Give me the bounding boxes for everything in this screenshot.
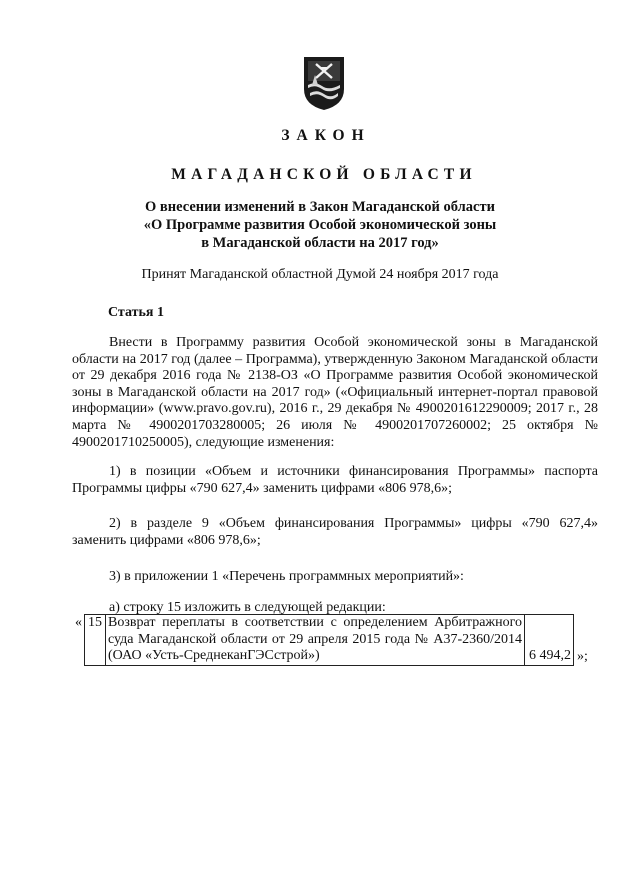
adoption-note: Принят Магаданской областной Думой 24 ноября 2017 года — [141, 267, 499, 282]
open-quote: « — [75, 614, 82, 630]
row-description-cell: Возврат переплаты в соответствии с определением Арбитражного суда Магаданской области от 29 апреля 2015 года № А37-2360/2014 (ОАО «Усть-СреднеканГЭСстрой») — [106, 615, 525, 666]
subtitle-line: «О Программе развития Особой экономической зоны — [143, 217, 497, 233]
article-paragraph: 2) в разделе 9 «Объем финансирования Программы» цифры «790 627,4» заменить цифрами «806 978,6»; — [72, 516, 598, 548]
article-paragraph: Внести в Программу развития Особой экономической зоны в Магаданской области на 2017 год (далее – Программа), утвержденную Законом Магаданской области от 29 декабря 2016 года № 2138-ОЗ «О Программе развития Особой экономической зоны в Магаданской области на 2017 год» («Официальный интернет-портал правовой информации» (www.pravo.gov.ru), 2016 г., 29 декабря № 4900201612290009; 2017 г., 28 марта № 4900201703280005; 26 июля № 4900201707260002; 25 октября № 4900201710250005), следующие изменения: — [72, 335, 598, 450]
table-row — [75, 615, 590, 666]
article-heading: Статья 1 — [108, 305, 164, 320]
close-quote: »; — [577, 648, 588, 664]
law-title: ЗАКОН — [281, 127, 371, 144]
row-amount-cell: 6 494,2 — [525, 615, 574, 666]
subtitle-line: О внесении изменений в Закон Магаданской области — [145, 199, 495, 215]
row-number-cell: 15 — [85, 615, 106, 666]
article-paragraph: а) строку 15 изложить в следующей редакции: — [109, 600, 386, 615]
region-title: МАГАДАНСКОЙ ОБЛАСТИ — [171, 166, 477, 183]
law-subtitle — [0, 198, 640, 252]
subtitle-line: в Магаданской области на 2017 год» — [201, 235, 439, 251]
article-paragraph: 1) в позиции «Объем и источники финансирования Программы» паспорта Программы цифры «790 627,4» заменить цифрами «806 978,6»; — [72, 464, 598, 496]
amendment-table — [75, 614, 590, 666]
article-paragraph: 3) в приложении 1 «Перечень программных мероприятий»: — [109, 569, 464, 584]
coat-of-arms-icon — [301, 55, 347, 111]
